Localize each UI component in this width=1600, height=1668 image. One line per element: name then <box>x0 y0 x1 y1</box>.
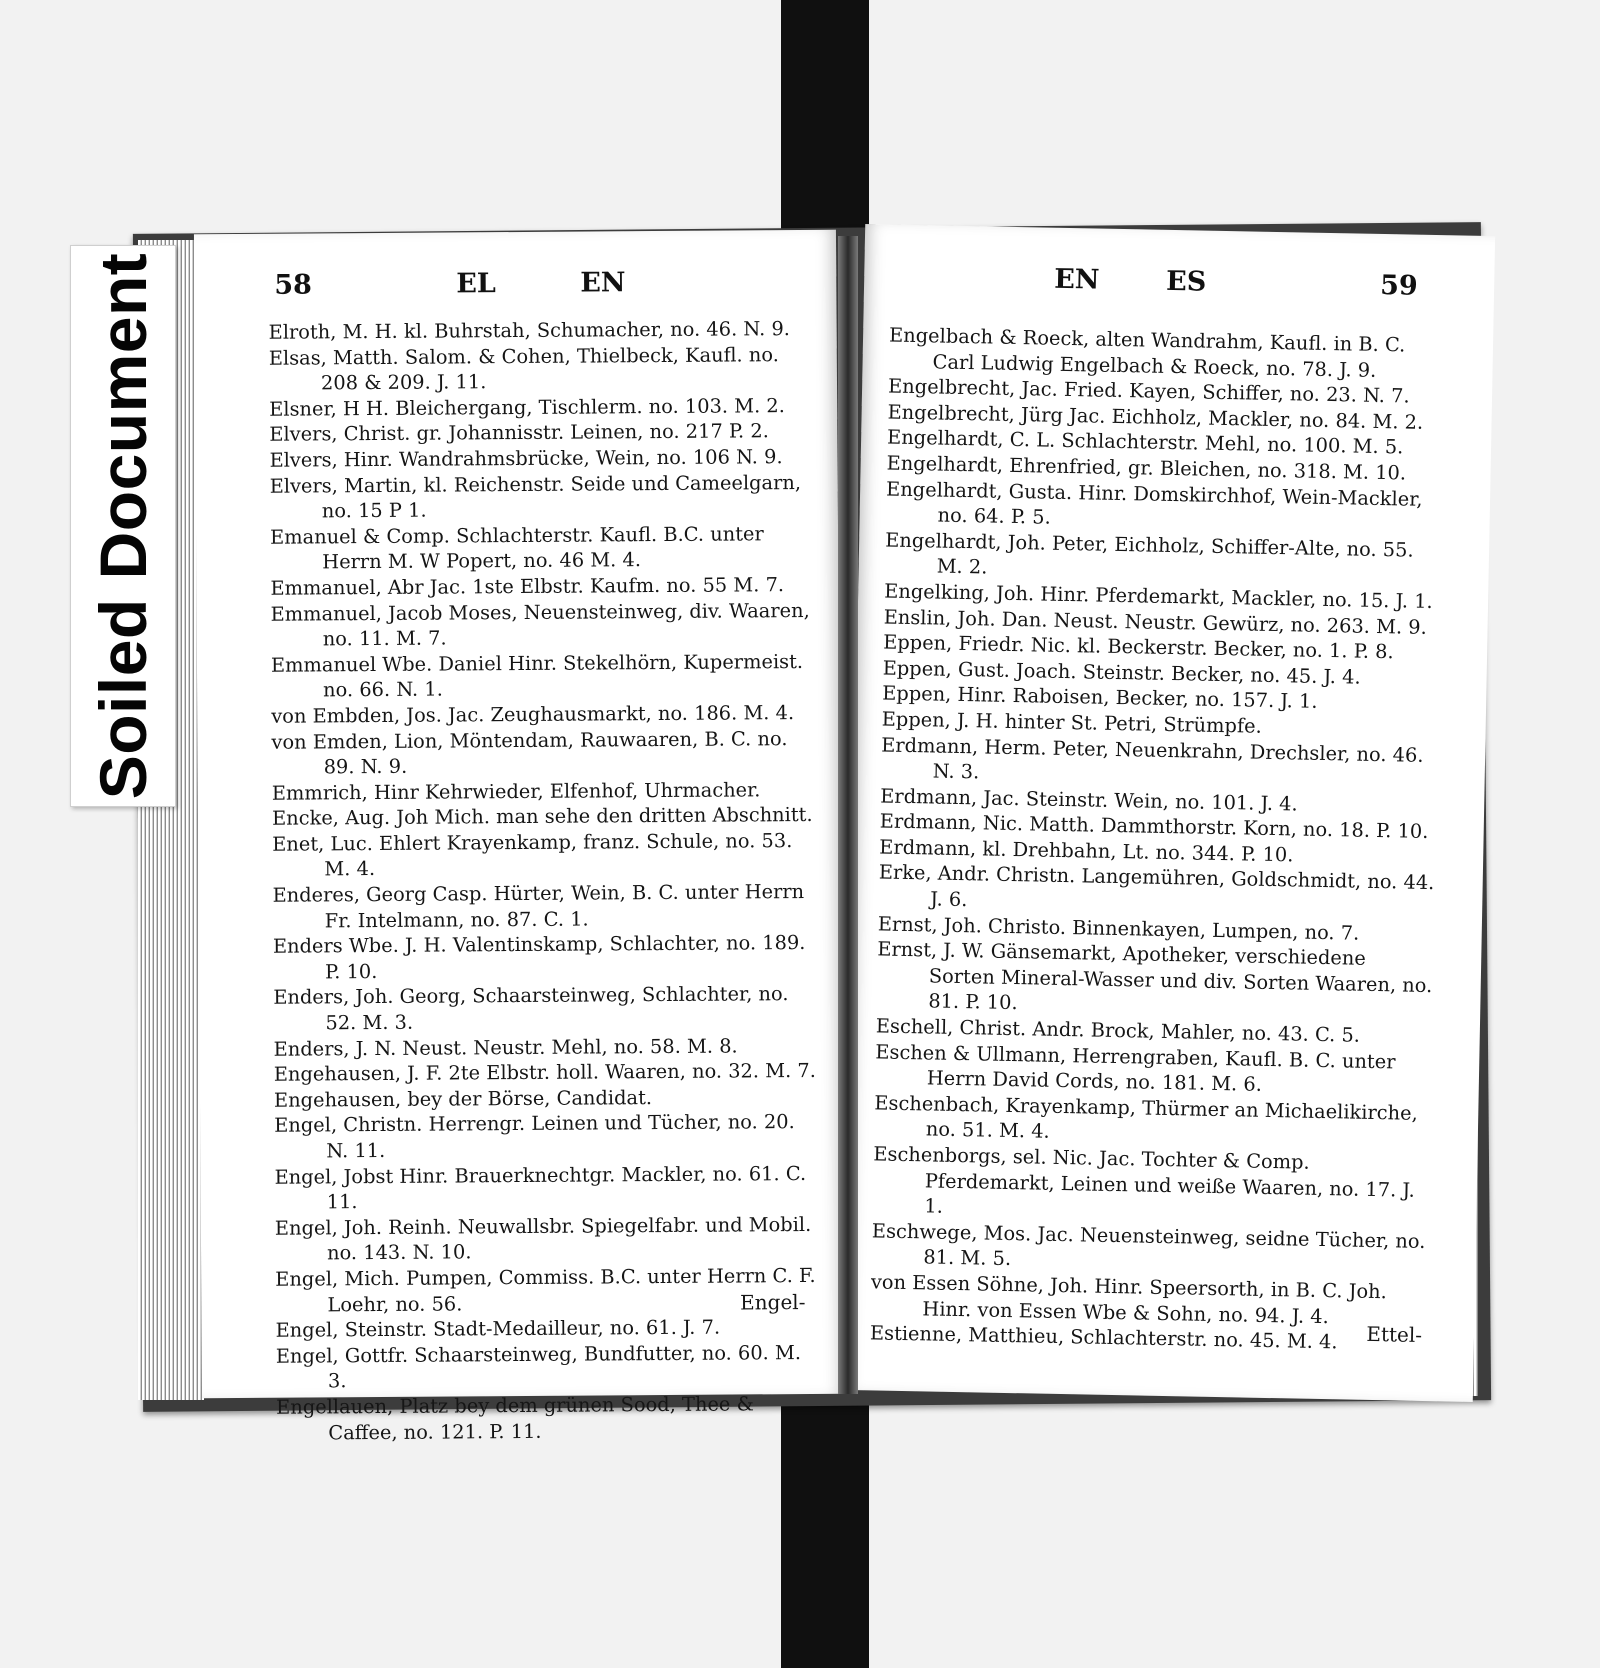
right-page <box>843 224 1495 1402</box>
directory-entry: Engellauen, Platz bey dem grünen Sood, Thee & Caffee, no. 121. P. 11. <box>276 1392 754 1444</box>
catchword: Ettel- <box>1366 1321 1423 1347</box>
directory-entry: Elvers, Hinr. Wandrahmsbrücke, Wein, no. 106 N. 9. <box>269 445 783 472</box>
directory-entry: Emmanuel, Abr Jac. 1ste Elbstr. Kaufm. no. 55 M. 7. <box>270 573 785 600</box>
directory-entry: Engel, Steinstr. Stadt-Medailleur, no. 61. J. 7. <box>275 1315 721 1342</box>
directory-entry: Engel, Gottfr. Schaarsteinweg, Bundfutter, no. 60. M. 3. <box>275 1340 802 1393</box>
running-head-start: EN <box>1053 263 1100 296</box>
directory-entry: Emmanuel, Jacob Moses, Neuensteinweg, div. Waaren, no. 11. M. 7. <box>270 598 810 651</box>
directory-entry: Engelhardt, Gusta. Hinr. Domskirchhof, Wein-Mackler, no. 64. P. 5. <box>885 477 1423 529</box>
directory-entry: Elsner, H H. Bleichergang, Tischlerm. no. 103. M. 2. <box>269 393 785 421</box>
directory-entry: Elvers, Martin, kl. Reichenstr. Seide und Cameelgarn, no. 15 P 1. <box>269 470 802 523</box>
left-page <box>194 230 844 1444</box>
running-head-end: ES <box>1165 265 1207 298</box>
directory-entry: Engehausen, J. F. 2te Elbstr. holl. Waaren, no. 32. M. 7. <box>273 1059 816 1086</box>
directory-entry: Enet, Luc. Ehlert Krayenkamp, franz. Schule, no. 53. M. 4. <box>272 828 793 881</box>
directory-entry: Emmanuel Wbe. Daniel Hinr. Stekelhörn, Kupermeist. no. 66. N. 1. <box>270 649 804 702</box>
catchword: Engel- <box>740 1290 806 1315</box>
directory-entry: Enders Wbe. J. H. Valentinskamp, Schlachter, no. 189. P. 10. <box>272 931 806 984</box>
directory-entry: Engel, Joh. Reinh. Neuwallsbr. Spiegelfabr. und Mobil. no. 143. N. 10. <box>274 1212 812 1265</box>
directory-entry: Enderes, Georg Casp. Hürter, Wein, B. C. unter Herrn Fr. Intelmann, no. 87. C. 1. <box>272 880 805 933</box>
directory-entry: Engelhardt, Ehrenfried, gr. Bleichen, no. 318. M. 10. <box>886 451 1407 485</box>
running-head-start: EL <box>456 268 496 300</box>
directory-entry: Estienne, Matthieu, Schlachterstr. no. 45. M. 4. <box>869 1321 1338 1354</box>
directory-entry: Ernst, Joh. Christo. Binnenkayen, Lumpen, no. 7. <box>877 912 1360 945</box>
directory-entries <box>870 323 1446 1357</box>
directory-entry: Eschell, Christ. Andr. Brock, Mahler, no. 43. C. 5. <box>875 1014 1361 1047</box>
directory-entry: Carl Ludwig Engelbach & Roeck, no. 78. J. 9. <box>932 349 1377 382</box>
directory-entry: Eschenborgs, sel. Nic. Jac. Tochter & Comp. Pferdemarkt, Leinen und weiße Waaren, no. 17. J. 1. <box>873 1142 1416 1218</box>
page-number: 58 <box>274 269 312 301</box>
directory-entry: Erdmann, Nic. Matth. Dammthorstr. Korn, no. 18. P. 10. <box>879 809 1429 844</box>
running-head-end: EN <box>580 267 626 299</box>
directory-entry: Engelbach & Roeck, alten Wandrahm, Kaufl. in B. C. <box>888 323 1406 357</box>
directory-entry: Encke, Aug. Joh Mich. man sehe den dritten Abschnitt. <box>271 803 813 831</box>
directory-entry: Engel, Christn. Herrengr. Leinen und Tücher, no. 20. N. 11. <box>274 1110 795 1163</box>
directory-entry: Eppen, Friedr. Nic. kl. Beckerstr. Becker, no. 1. P. 8. <box>883 630 1394 664</box>
directory-entry: Erdmann, Herm. Peter, Neuenkrahn, Drechsler, no. 46. N. 3. <box>881 732 1424 784</box>
directory-entry: Engelbrecht, Jac. Fried. Kayen, Schiffer, no. 23. N. 7. <box>887 374 1410 408</box>
directory-entry: Erke, Andr. Christn. Langemühren, Goldschmidt, no. 44. J. 6. <box>878 860 1435 912</box>
page-number: 59 <box>1379 269 1419 302</box>
directory-entry: Enders, Joh. Georg, Schaarsteinweg, Schlachter, no. 52. M. 3. <box>273 982 789 1035</box>
directory-entry: Eschwege, Mos. Jac. Neuensteinweg, seidne Tücher, no. 81. M. 5. <box>871 1219 1426 1271</box>
directory-entry: Engelhardt, C. L. Schlachterstr. Mehl, no. 100. M. 5. <box>886 425 1404 459</box>
directory-entry: Engehausen, bey der Börse, Candidat. <box>273 1085 653 1112</box>
directory-entry: Erdmann, kl. Drehbahn, Lt. no. 344. P. 10. <box>879 835 1294 867</box>
directory-entry: Emmrich, Hinr Kehrwieder, Elfenhof, Uhrmacher. <box>271 778 761 805</box>
directory-entry: Engel, Jobst Hinr. Brauerknechtgr. Mackler, no. 61. C. 11. <box>274 1161 807 1214</box>
directory-entry: Elroth, M. H. kl. Buhrstah, Schumacher, no. 46. N. 9. <box>268 317 790 344</box>
directory-entry: Eppen, Hinr. Raboisen, Becker, no. 157. J. 1. <box>882 681 1318 714</box>
directory-entry: Eschenbach, Krayenkamp, Thürmer an Michaelikirche, no. 51. M. 4. <box>874 1091 1418 1144</box>
directory-entry: Enders, J. N. Neust. Neustr. Mehl, no. 58. M. 8. <box>273 1034 738 1061</box>
label-text: Soiled Document <box>86 252 160 800</box>
directory-entry: Engelking, Joh. Hinr. Pferdemarkt, Mackler, no. 15. J. 1. <box>883 579 1433 613</box>
directory-entry: von Essen Söhne, Joh. Hinr. Speersorth, in B. C. Joh. Hinr. von Essen Wbe & Sohn, no. 94. J. 4. <box>870 1270 1388 1328</box>
directory-entry: Elsas, Matth. Salom. & Cohen, Thielbeck, Kaufl. no. 208 & 209. J. 11. <box>268 342 779 395</box>
directory-entry: Emanuel & Comp. Schlachterstr. Kaufl. B.C. unter Herrn M. W Popert, no. 46 M. 4. <box>269 522 764 574</box>
directory-entry: Erdmann, Jac. Steinstr. Wein, no. 101. J. 4. <box>880 784 1298 816</box>
directory-entry: von Emden, Lion, Möntendam, Rauwaaren, B. C. no. 89. N. 9. <box>271 726 788 779</box>
directory-entry: Eppen, Gust. Joach. Steinstr. Becker, no. 45. J. 4. <box>882 656 1361 689</box>
directory-entry: Engelbrecht, Jürg Jac. Eichholz, Mackler, no. 84. M. 2. <box>887 400 1424 434</box>
directory-entry: Eppen, J. H. hinter St. Petri, Strümpfe. <box>881 707 1262 738</box>
directory-entry: Elvers, Christ. gr. Johannisstr. Leinen, no. 217 P. 2. <box>269 419 769 447</box>
directory-entry: Eschen & Ullmann, Herrengraben, Kaufl. B. C. unter Herrn David Cords, no. 181. M. 6. <box>875 1040 1396 1097</box>
soiled-document-label <box>70 245 176 807</box>
book-gutter <box>838 236 858 1394</box>
directory-entry: von Embden, Jos. Jac. Zeughausmarkt, no. 186. M. 4. <box>271 700 795 728</box>
binding-strap-top <box>781 0 869 240</box>
directory-entry: Engel, Mich. Pumpen, Commiss. B.C. unter Herrn C. F. Loehr, no. 56. <box>275 1263 816 1316</box>
directory-entry: Engelhardt, Joh. Peter, Eichholz, Schiffer-Alte, no. 55. M. 2. <box>884 528 1414 579</box>
directory-entry: Enslin, Joh. Dan. Neust. Neustr. Gewürz, no. 263. M. 9. <box>883 605 1428 639</box>
directory-entry: Ernst, J. W. Gänsemarkt, Apotheker, verschiedene Sorten Mineral-Wasser und div. Sorten Waaren, no. 81. P. 10. <box>877 937 1433 1015</box>
directory-entries <box>269 316 825 1446</box>
